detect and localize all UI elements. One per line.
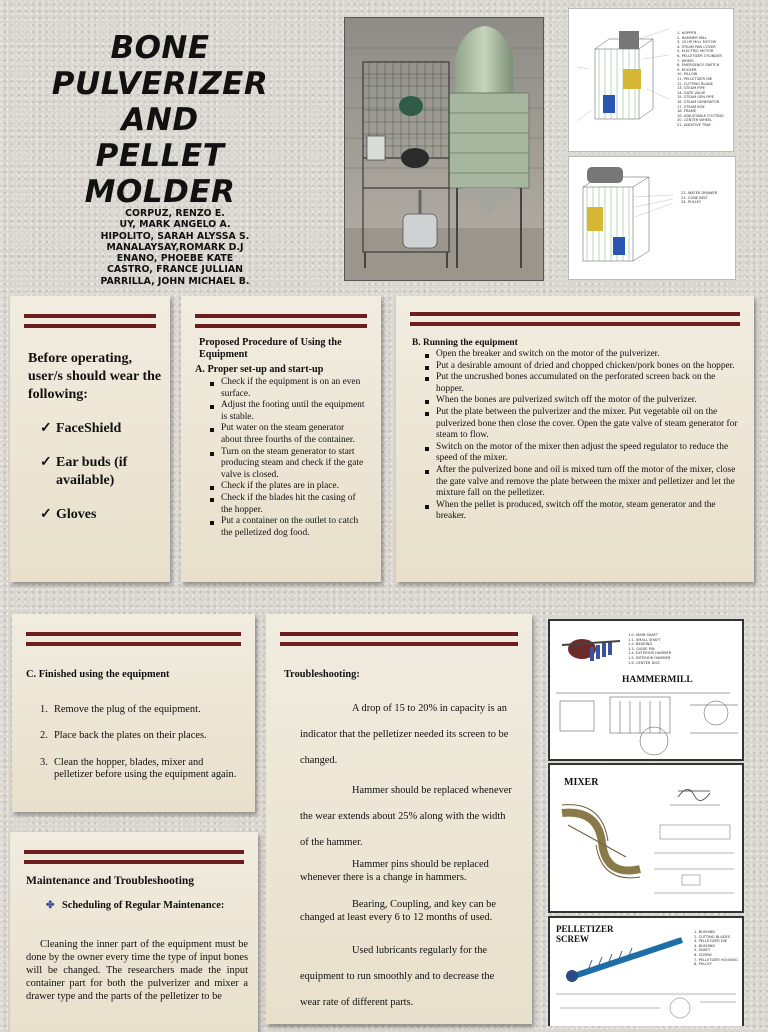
- running-step: When the pellet is produced, switch off the motor, steam generator and the breaker.: [422, 500, 740, 523]
- author-list: [60, 208, 290, 287]
- cad-drawing-top: [568, 8, 734, 152]
- step-number: 2.: [40, 730, 48, 742]
- tip-paragraph: Used lubricants regularly for the equipment to run smoothly and to decrease the wear rate of different parts.: [300, 945, 495, 1008]
- legend-item: 13. STEAM PIPE: [677, 86, 705, 91]
- author: MANALAYSAY,ROMARK D.J: [106, 241, 244, 253]
- legend-item: 19. ADJUSTABLE FOOTING: [677, 113, 724, 118]
- running-panel: [396, 296, 754, 582]
- tip-paragraph: A drop of 15 to 20% in capacity is an indicator that the pelletizer needed its screen to be changed.: [300, 703, 509, 766]
- ppe-label: FaceShield: [56, 421, 122, 436]
- check-icon: ✓: [40, 421, 52, 436]
- cad-top-legend: [677, 31, 733, 127]
- procedure-step: Check if the plates are in place.: [207, 481, 367, 493]
- ppe-list: [40, 420, 166, 524]
- legend-item: 21. ADDITIVE TRAY: [677, 122, 711, 127]
- divider-bars: [410, 312, 740, 332]
- mixer-diagram: [548, 763, 744, 913]
- ppe-item-earbuds: [40, 454, 166, 490]
- legend-item: 1.5. INTERIOR HAMMER: [628, 655, 671, 660]
- maintenance-sub: [46, 899, 226, 912]
- ppe-label: Ear buds (if available): [56, 455, 128, 488]
- legend-item: 1.4. EXTERIOR HAMMER: [628, 651, 672, 656]
- divider-bars: [195, 314, 367, 334]
- cad-bottom-legend: [681, 191, 735, 205]
- legend-item: 1.0. MAIN SHAFT: [628, 633, 659, 637]
- divider-bars: [24, 314, 156, 334]
- step-text: Place back the plates on their places.: [54, 730, 207, 742]
- step-number: 3.: [40, 756, 48, 768]
- finished-panel: [12, 614, 255, 812]
- legend-item: 5. ELECTRIC MOTOR: [677, 49, 714, 54]
- legend-item: 2. CUTTING BLADES: [694, 934, 731, 939]
- legend-item: 1.3. GUIDE PIN: [628, 646, 655, 651]
- machine-photo: [344, 17, 544, 281]
- legend-item: 1.2. BEARING: [628, 642, 653, 647]
- divider-bars: [26, 632, 241, 652]
- procedure-step: Check if the equipment is on an even surface.: [207, 377, 367, 400]
- legend-item: 12. CUTTING BLADE: [677, 81, 714, 86]
- title-line: PULVERIZER: [51, 66, 269, 102]
- running-step: When the bones are pulverized switch off the motor of the pulverizer.: [422, 395, 740, 407]
- hammermill-diagram: [548, 619, 744, 761]
- running-step: Put the uncrushed bones accumulated on the perforated screen back on the hopper.: [422, 372, 740, 395]
- procedure-step: Put water on the steam generator about three fourths of the container.: [207, 423, 367, 446]
- title-line: MOLDER: [84, 174, 236, 210]
- legend-item: 9. ROCKER: [677, 67, 697, 72]
- book-icon: ✤: [46, 900, 55, 911]
- running-step: Put a desirable amount of dried and chopped chicken/pork bones on the hopper.: [422, 361, 740, 373]
- legend-item: 3. 20 HP MILL MOTOR: [677, 40, 717, 45]
- troubleshooting-paras: [300, 696, 516, 1016]
- maintenance-sub-label: Scheduling of Regular Maintenance:: [62, 900, 225, 911]
- legend-item: 3. PELLETIZER DIE: [694, 939, 728, 944]
- procedure-step: Turn on the steam generator to start producing steam and check if the gate valve is closed.: [207, 447, 367, 482]
- running-step: After the pulverized bone and oil is mixed turn off the motor of the mixer, close the gate valve and remove the plate between the mixer and pelletizer and let the mixture fall on the pelletizer.: [422, 465, 740, 500]
- procedure-step: Check if the blades hit the casing of the hopper.: [207, 493, 367, 516]
- procedure-step: Adjust the footing until the equipment is stable.: [207, 400, 367, 423]
- procedure-list: [207, 377, 367, 539]
- legend-item: 20. CENTER WHEEL: [677, 118, 713, 123]
- legend-item: 24. PULLEY: [681, 200, 702, 205]
- hammermill-legend: [628, 633, 724, 665]
- finished-heading: C. Finished using the equipment: [26, 669, 170, 680]
- legend-item: 6. PELLETIZER CYLINDER: [677, 53, 722, 58]
- legend-item: 1. BUSHING: [694, 930, 716, 934]
- legend-item: 22. WATER DRAWER: [681, 191, 718, 195]
- procedure-panel: [181, 296, 381, 582]
- author: CASTRO, FRANCE JULLIAN: [106, 264, 243, 276]
- author: UY, MARK ANGELO A.: [119, 219, 231, 231]
- pelletizer-legend: [694, 930, 740, 967]
- legend-item: 23. CONE BELT: [681, 195, 708, 200]
- author: HIPOLITO, SARAH ALYSSA S.: [100, 230, 250, 242]
- maintenance-panel: [10, 832, 258, 1032]
- ppe-item-gloves: [40, 506, 166, 524]
- procedure-heading: Proposed Procedure of Using the Equipment: [199, 337, 342, 360]
- running-step: Open the breaker and switch on the motor of the pulverizer.: [422, 349, 740, 361]
- mixer-label: MIXER: [564, 777, 599, 788]
- legend-item: 4. BUSHING: [694, 943, 716, 948]
- title-line: BONE: [110, 30, 210, 66]
- ppe-item-faceshield: [40, 420, 166, 438]
- tip-paragraph: Bearing, Coupling, and key can be changed at least every 6 to 12 months of used.: [300, 899, 496, 923]
- maintenance-heading: Maintenance and Troubleshooting: [26, 875, 195, 887]
- maintenance-paragraph: Cleaning the inner part of the equipment must be done by the owner every time the type of input bones will be changed. The researchers made the input container part for both the pulverizer and mixer a drawer type and the parts of the pelletizer to be: [26, 939, 248, 1002]
- step-number: 1.: [40, 704, 48, 715]
- procedure-subheading: A. Proper set-up and start-up: [195, 364, 324, 375]
- legend-item: 10. PILLOW: [677, 72, 698, 77]
- running-list: [422, 349, 740, 523]
- author: PARRILLA, JOHN MICHAEL B.: [100, 275, 250, 287]
- troubleshooting-heading: Troubleshooting:: [284, 669, 360, 680]
- check-icon: ✓: [40, 455, 52, 470]
- legend-item: 15. STEAM GEN PIPE: [677, 95, 714, 100]
- author: CORPUZ, RENZO E.: [125, 208, 225, 219]
- check-icon: ✓: [40, 507, 52, 522]
- poster-title: [40, 30, 280, 210]
- procedure-step: Put a container on the outlet to catch the pelletized dog food.: [207, 516, 367, 539]
- legend-item: 5. SHAFT: [694, 948, 711, 953]
- pelletizer-diagram: [548, 916, 744, 1026]
- running-step: Put the plate between the pulverizer and the mixer. Put vegetable oil on the pulverized bone then close the cover. Open the gate valve of steam generator for steam to flow.: [422, 407, 740, 442]
- legend-item: 6. SCREW: [694, 952, 712, 957]
- legend-item: 17. STEAM BOX: [677, 104, 705, 109]
- legend-item: 8. EMERGENCY SWITCH: [677, 63, 720, 68]
- title-line: PELLET: [95, 138, 225, 174]
- finished-list: [40, 704, 240, 782]
- divider-bars: [24, 850, 244, 870]
- ppe-label: Gloves: [56, 507, 97, 522]
- title-line: AND: [121, 102, 199, 138]
- pelletizer-label: PELLETIZER SCREW: [556, 924, 614, 944]
- author: ENANO, PHOEBE KATE: [116, 253, 234, 265]
- legend-item: 7. PELLETIZER HOUSING: [694, 957, 738, 962]
- finished-step: [40, 757, 240, 782]
- legend-item: 4. STEAM PAN COVER: [677, 44, 716, 49]
- legend-item: 1.6. CENTER DISC: [628, 660, 661, 665]
- legend-item: 16. STEAM GENERATOR: [677, 99, 720, 104]
- hammermill-label: HAMMERMILL: [622, 675, 693, 685]
- legend-item: 14. GATE VALVE: [677, 90, 706, 95]
- before-operating-panel: [10, 296, 170, 582]
- running-step: Switch on the motor of the mixer then adjust the speed regulator to reduce the speed of the mixer.: [422, 442, 740, 465]
- finished-step: [40, 704, 240, 716]
- troubleshooting-panel: [266, 614, 532, 1024]
- cad-drawing-bottom: [568, 156, 736, 280]
- legend-item: 11. PELLETIZER DIE: [677, 76, 713, 81]
- tip-paragraph: Hammer pins should be replaced whenever there is a change in hammers.: [300, 859, 489, 883]
- running-heading: B. Running the equipment: [412, 338, 518, 348]
- divider-bars: [280, 632, 518, 652]
- legend-item: 18. FRAME: [677, 109, 697, 114]
- legend-item: 1. HOPPER: [677, 31, 697, 35]
- legend-item: 1.1. SMALL SHAFT: [628, 637, 661, 642]
- finished-step: [40, 730, 240, 742]
- legend-item: 7. WHEEL: [677, 58, 695, 63]
- step-text: Clean the hopper, blades, mixer and pelletizer before using the equipment again.: [54, 756, 237, 781]
- step-text: Remove the plug of the equipment.: [54, 704, 201, 715]
- before-heading: Before operating, user/s should wear the following:: [28, 351, 162, 402]
- tip-paragraph: Hammer should be replaced whenever the wear extends about 25% along with the width of the hammer.: [300, 785, 512, 848]
- legend-item: 8. PULLEY: [694, 962, 712, 967]
- legend-item: 2. HAMMER MILL: [677, 35, 708, 40]
